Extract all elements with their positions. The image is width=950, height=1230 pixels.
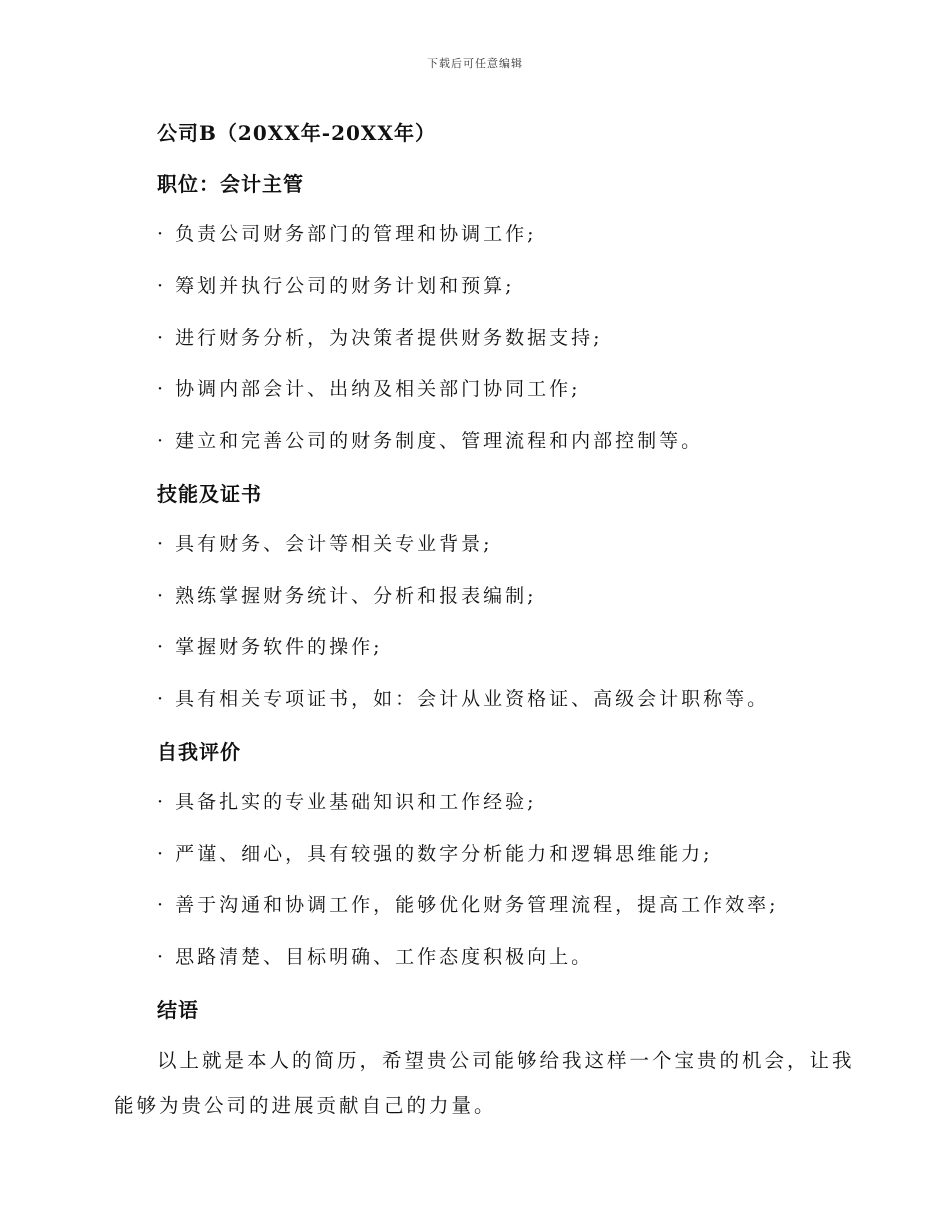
self-eval-item: · 具备扎实的专业基础知识和工作经验;	[157, 791, 537, 813]
self-eval-heading: 自我评价	[157, 740, 241, 764]
duty-item: · 筹划并执行公司的财务计划和预算;	[157, 275, 515, 297]
self-eval-item: · 严谨、细心，具有较强的数字分析能力和逻辑思维能力;	[157, 843, 713, 865]
conclusion-heading: 结语	[157, 998, 199, 1022]
duty-item: · 协调内部会计、出纳及相关部门协同工作;	[157, 378, 581, 400]
duty-item: · 建立和完善公司的财务制度、管理流程和内部控制等。	[157, 430, 704, 452]
conclusion-paragraph-line: 以上就是本人的简历，希望贵公司能够给我这样一个宝贵的机会，让我	[157, 1049, 855, 1072]
skill-item: · 具有相关专项证书，如：会计从业资格证、高级会计职称等。	[157, 688, 770, 710]
self-eval-item: · 思路清楚、目标明确、工作态度积极向上。	[157, 946, 594, 968]
skills-heading: 技能及证书	[157, 482, 262, 506]
conclusion-paragraph-line: 能够为贵公司的进展贡献自己的力量。	[114, 1094, 497, 1117]
company-line: 公司B（20XX年-20XX年）	[157, 121, 436, 145]
skill-item: · 具有财务、会计等相关专业背景;	[157, 533, 493, 555]
duty-item: · 进行财务分析，为决策者提供财务数据支持;	[157, 327, 603, 349]
position-line: 职位：会计主管	[157, 172, 304, 196]
self-eval-item: · 善于沟通和协调工作，能够优化财务管理流程，提高工作效率;	[157, 894, 779, 916]
page-header: 下载后可任意编辑	[427, 57, 523, 70]
duty-item: · 负责公司财务部门的管理和协调工作;	[157, 223, 537, 245]
skill-item: · 掌握财务软件的操作;	[157, 636, 383, 658]
skill-item: · 熟练掌握财务统计、分析和报表编制;	[157, 585, 537, 607]
